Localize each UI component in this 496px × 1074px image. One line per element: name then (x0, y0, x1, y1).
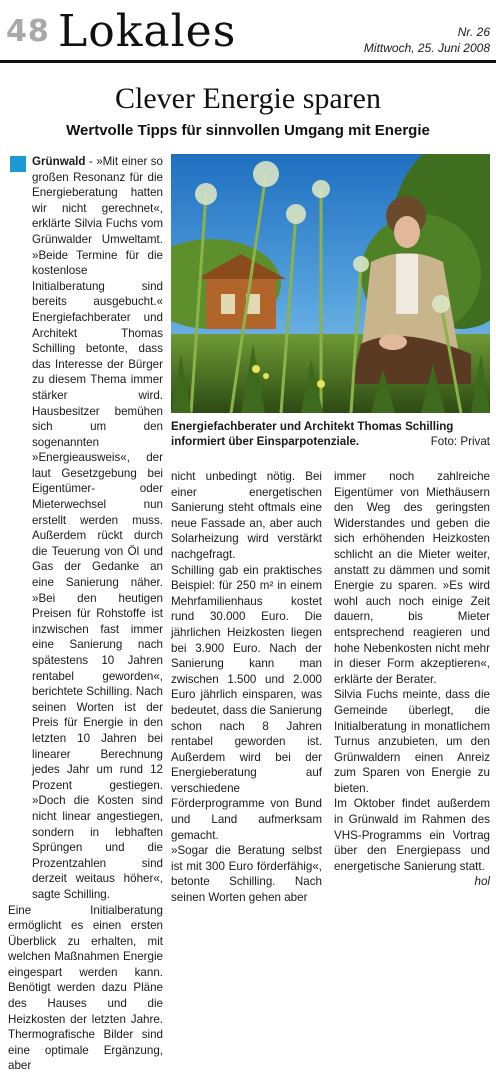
photo-credit: Foto: Privat (431, 434, 490, 449)
body-paragraph: immer noch zahlreiche Eigentümer von Miethäusern den Weg des geringsten Widerstandes und geben die sich erhöhenden Heizkosten schlicht an die Mieter weiter, anstatt zu dämmen und somit Energie zu sparen. »Es wird wohl auch noch einige Zeit dauern, bis Mieter entsprechend reagieren und hohe Nebenkosten nicht mehr in dieser Form akzeptieren«, erklärte der Berater. (334, 469, 490, 687)
body-paragraph: Schilling gab ein praktisches Beispiel: für 250 m² in einem Mehrfamilienhaus kostet rund 30.000 Euro. Die jährlichen Heizkosten liegen bei 3.900 Euro. Nach der Sanierung kann man zwischen 1.500 und 2.000 Euro jährlich einsparen, was bedeutet, dass die Sanierung schon nach 8 Jahren rentabel geworden ist. Außerdem wird bei der Energieberatung auf verschiedene Förderprogramme von Bund und Land aufmerksam gemacht. (171, 563, 322, 844)
article-column-1 (8, 154, 163, 1074)
lead-text: - »Mit einer so großen Resonanz für die Energieberatung hatten wir nicht gerechnet«, erklärte Silvia Fuchs vom Grünwalder Umweltamt. »Beide Termine für die kostenlose Initialberatung sind bereits ausgebucht.« Energiefachberater und Architekt Thomas Schilling betonte, dass das Interesse der Bürger zu diesem Thema immer stärker wird. Hausbesitzer bemühen sich um den sogenannten »Energieausweis«, der laut Gesetzgebung bei Eigentümer- oder Mieterwechsel nun erstellt werden muss. Außerdem rückt durch die Teuerung von Öl und Gas der Gedanke an eine Sanierung näher. »Bei den heutigen Preisen für Rohstoffe ist inzwischen fast immer eine Sanierung nach spätestens 10 Jahren rentabel geworden«, berichtete Schilling. Nach seinen Worten ist der Preis für Energie in den letzten 10 Jahren bei linearer Berechnung jedes Jahr um rund 12 Prozent gestiegen. »Doch die Kosten sind nicht linear angestiegen, sondern in lebhaften Sprüngen und die Prozentzahlen sind derzeit weitaus höher«, sagte Schilling. (32, 155, 163, 901)
dateline: Grünwald (32, 155, 85, 168)
body-paragraph (334, 796, 490, 874)
article-photo (171, 154, 490, 413)
issue-date: Mittwoch, 25. Juni 2008 (364, 41, 490, 55)
issue-number: Nr. 26 (458, 25, 490, 39)
body-paragraph: Silvia Fuchs meinte, dass die Gemeinde überlegt, die Initialberatung in monatlichem Turnus anzubieten, um den Grünwaldern einen Anreiz zum Sparen von Energie zu bieten. (334, 687, 490, 796)
lead-paragraph (8, 154, 163, 903)
closing-text: Im Oktober findet außerdem in Grünwald im Rahmen des VHS-Programms ein Vortrag über den Energiepass und energetische Sanierung statt. (334, 797, 490, 872)
author-initials: hol (475, 874, 490, 890)
article-subheadline: Wertvolle Tipps für sinnvollen Umgang mit Energie (0, 122, 496, 140)
photo-caption: Energiefachberater und Architekt Thomas Schilling informiert über Einsparpotenziale. (171, 419, 490, 449)
body-paragraph: Eine Initialberatung ermöglicht es einen ersten Überblick zu erhalten, mit welchen Maßnahmen Energie eingespart werden kann. Benötigt werden dazu Pläne des Hauses und die Heizkosten der letzten Jahre. Thermografische Bilder sind eine optimale Ergänzung, aber (8, 903, 163, 1074)
article-column-3 (334, 469, 490, 890)
section-title: Lokales (58, 8, 236, 56)
body-paragraph: nicht unbedingt nötig. Bei einer energetischen Sanierung steht oftmals eine neue Fassade an, aber auch Solarheizung wird verstärkt nachgefragt. (171, 469, 322, 563)
page-number: 48 (6, 16, 50, 48)
header-rule (0, 60, 496, 63)
article-headline: Clever Energie sparen (0, 82, 496, 116)
article-column-2 (171, 469, 322, 906)
body-paragraph: »Sogar die Beratung selbst ist mit 300 Euro förderfähig«, betonte Schilling. Nach seinen Worten gehen aber (171, 843, 322, 905)
photo-illustration (171, 154, 490, 413)
